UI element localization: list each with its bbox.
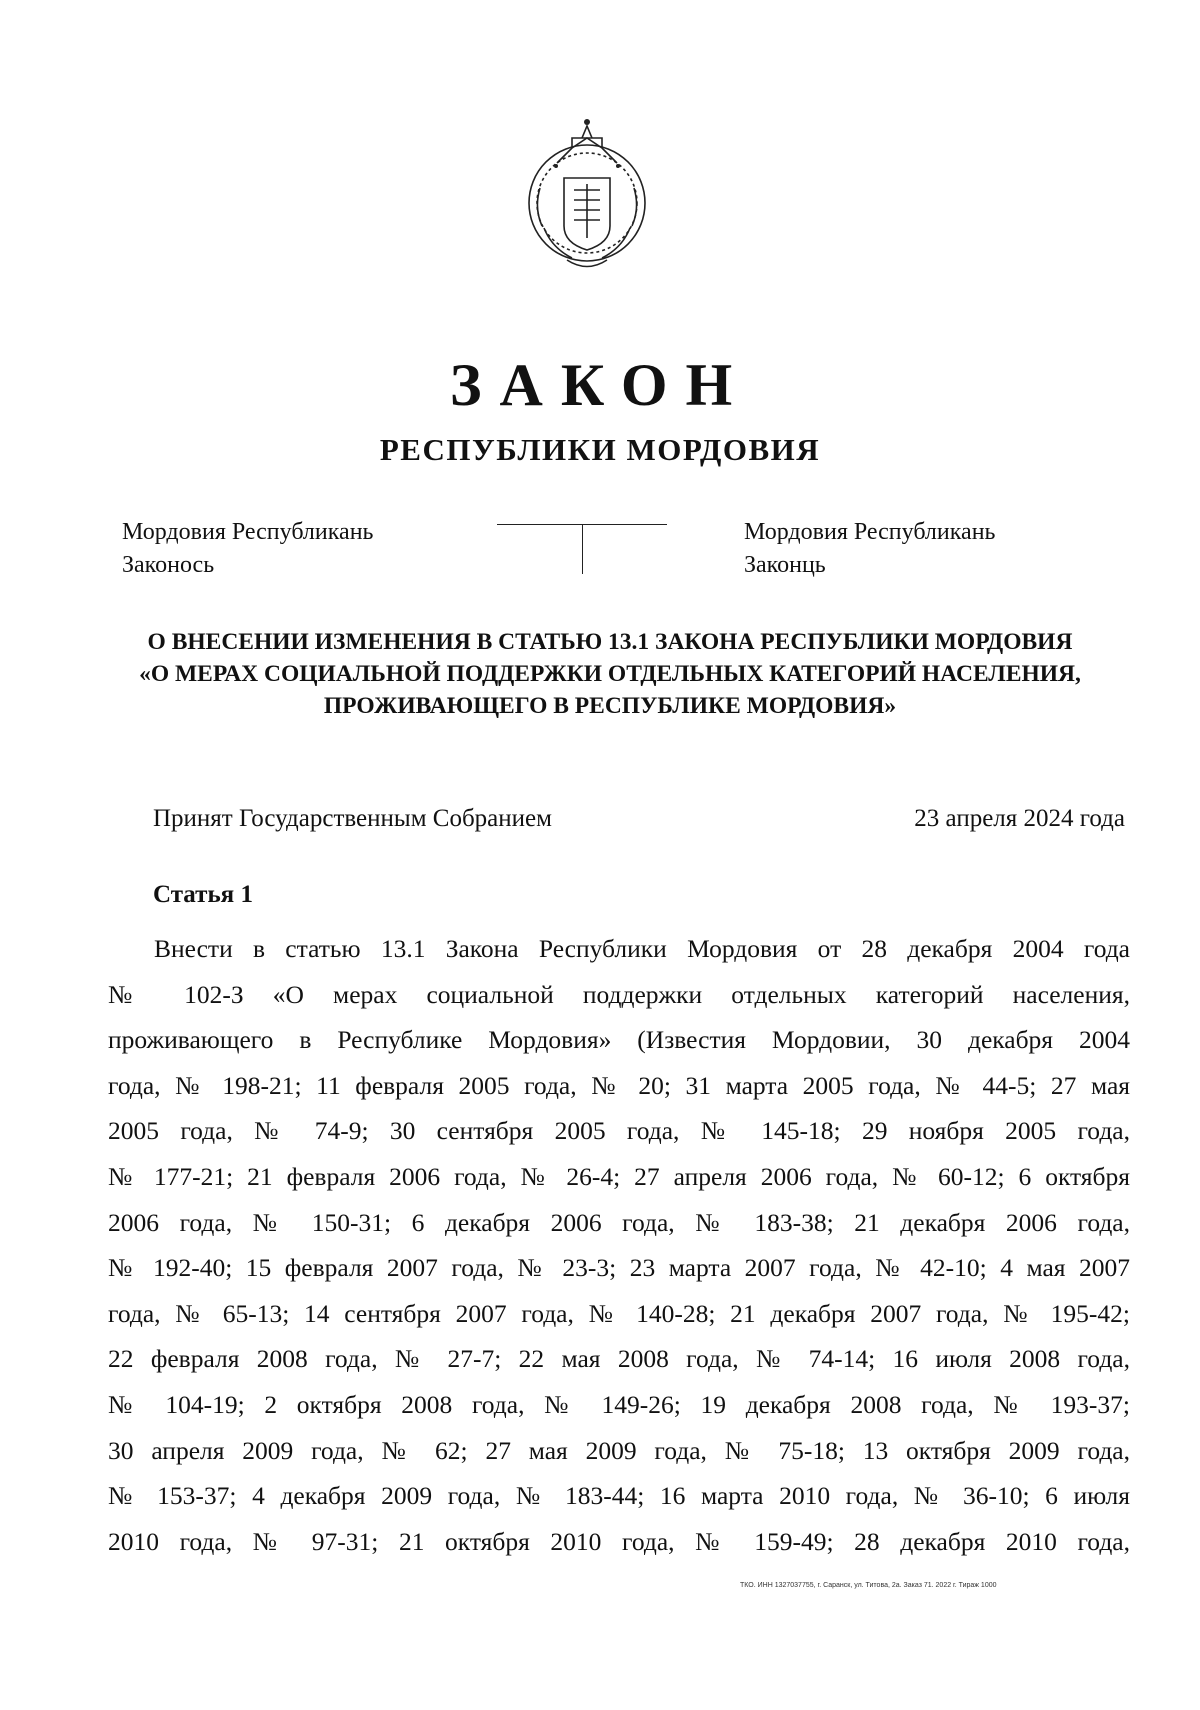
body-line: 22 февраля 2008 года, № 27-7; 22 мая 2008 года, № 74-14; 16 июля 2008 года, bbox=[108, 1344, 1130, 1374]
heading-line: ПРОЖИВАЮЩЕГО В РЕСПУБЛИКЕ МОРДОВИЯ» bbox=[323, 693, 897, 719]
heading-line: О ВНЕСЕНИИ ИЗМЕНЕНИЯ В СТАТЬЮ 13.1 ЗАКОНА РЕСПУБЛИКИ МОРДОВИЯ bbox=[147, 629, 1073, 655]
body-line: № 192-40; 15 февраля 2007 года, № 23-3; 23 марта 2007 года, № 42-10; 4 мая 2007 bbox=[108, 1253, 1130, 1283]
adoption-date: 23 апреля 2024 года bbox=[914, 805, 1125, 832]
body-line: 2010 года, № 97-31; 21 октября 2010 года, № 159-49; 28 декабря 2010 года, bbox=[108, 1526, 1130, 1556]
body-line: года, № 65-13; 14 сентября 2007 года, № 140-28; 21 декабря 2007 года, № 195-42; bbox=[108, 1298, 1130, 1328]
printer-imprint: ТКО. ИНН 1327037755, г. Саранск, ул. Титова, 2а. Заказ 71. 2022 г. Тираж 1000 bbox=[740, 1582, 997, 1589]
law-subtitle: РЕСПУБЛИКИ МОРДОВИЯ bbox=[379, 432, 821, 467]
article-title: Статья 1 bbox=[153, 881, 253, 908]
law-title: ЗАКОН bbox=[449, 352, 751, 418]
right-language-line: Мордовия Республикань bbox=[744, 519, 996, 545]
body-line: 2005 года, № 74-9; 30 сентября 2005 года, № 145-18; 29 ноября 2005 года, bbox=[108, 1116, 1130, 1146]
right-language-block bbox=[744, 516, 995, 582]
body-line: № 153-37; 4 декабря 2009 года, № 183-44; 16 марта 2010 года, № 36-10; 6 июля bbox=[108, 1481, 1130, 1511]
body-line: Внести в статью 13.1 Закона Республики Мордовия от 28 декабря 2004 года bbox=[154, 934, 1130, 963]
adopted-by: Принят Государственным Собранием bbox=[153, 805, 552, 832]
body-line: проживающего в Республике Мордовия» (Известия Мордовии, 30 декабря 2004 bbox=[108, 1025, 1130, 1055]
body-line: года, № 198-21; 11 февраля 2005 года, № 20; 31 марта 2005 года, № 44-5; 27 мая bbox=[108, 1070, 1130, 1100]
left-language-block bbox=[122, 516, 373, 582]
body-line: 2006 года, № 150-31; 6 декабря 2006 года, № 183-38; 21 декабря 2006 года, bbox=[108, 1207, 1130, 1237]
heading-line: «О МЕРАХ СОЦИАЛЬНОЙ ПОДДЕРЖКИ ОТДЕЛЬНЫХ КАТЕГОРИЙ НАСЕЛЕНИЯ, bbox=[139, 661, 1081, 687]
left-language-line: Законось bbox=[122, 552, 215, 578]
body-line: № 102-З «О мерах социальной поддержки отдельных категорий населения, bbox=[108, 979, 1130, 1009]
center-divider-vertical bbox=[582, 524, 583, 574]
body-line: № 104-19; 2 октября 2008 года, № 149-26; 19 декабря 2008 года, № 193-37; bbox=[108, 1389, 1130, 1419]
left-language-line: Мордовия Республикань bbox=[122, 519, 374, 545]
coat-of-arms-icon bbox=[512, 108, 662, 278]
body-line: 30 апреля 2009 года, № 62; 27 мая 2009 года, № 75-18; 13 октября 2009 года, bbox=[108, 1435, 1130, 1465]
article-body bbox=[108, 926, 1130, 1564]
document-heading bbox=[110, 626, 1110, 722]
right-language-line: Законць bbox=[744, 552, 826, 578]
body-line: № 177-21; 21 февраля 2006 года, № 26-4; 27 апреля 2006 года, № 60-12; 6 октября bbox=[108, 1161, 1130, 1191]
